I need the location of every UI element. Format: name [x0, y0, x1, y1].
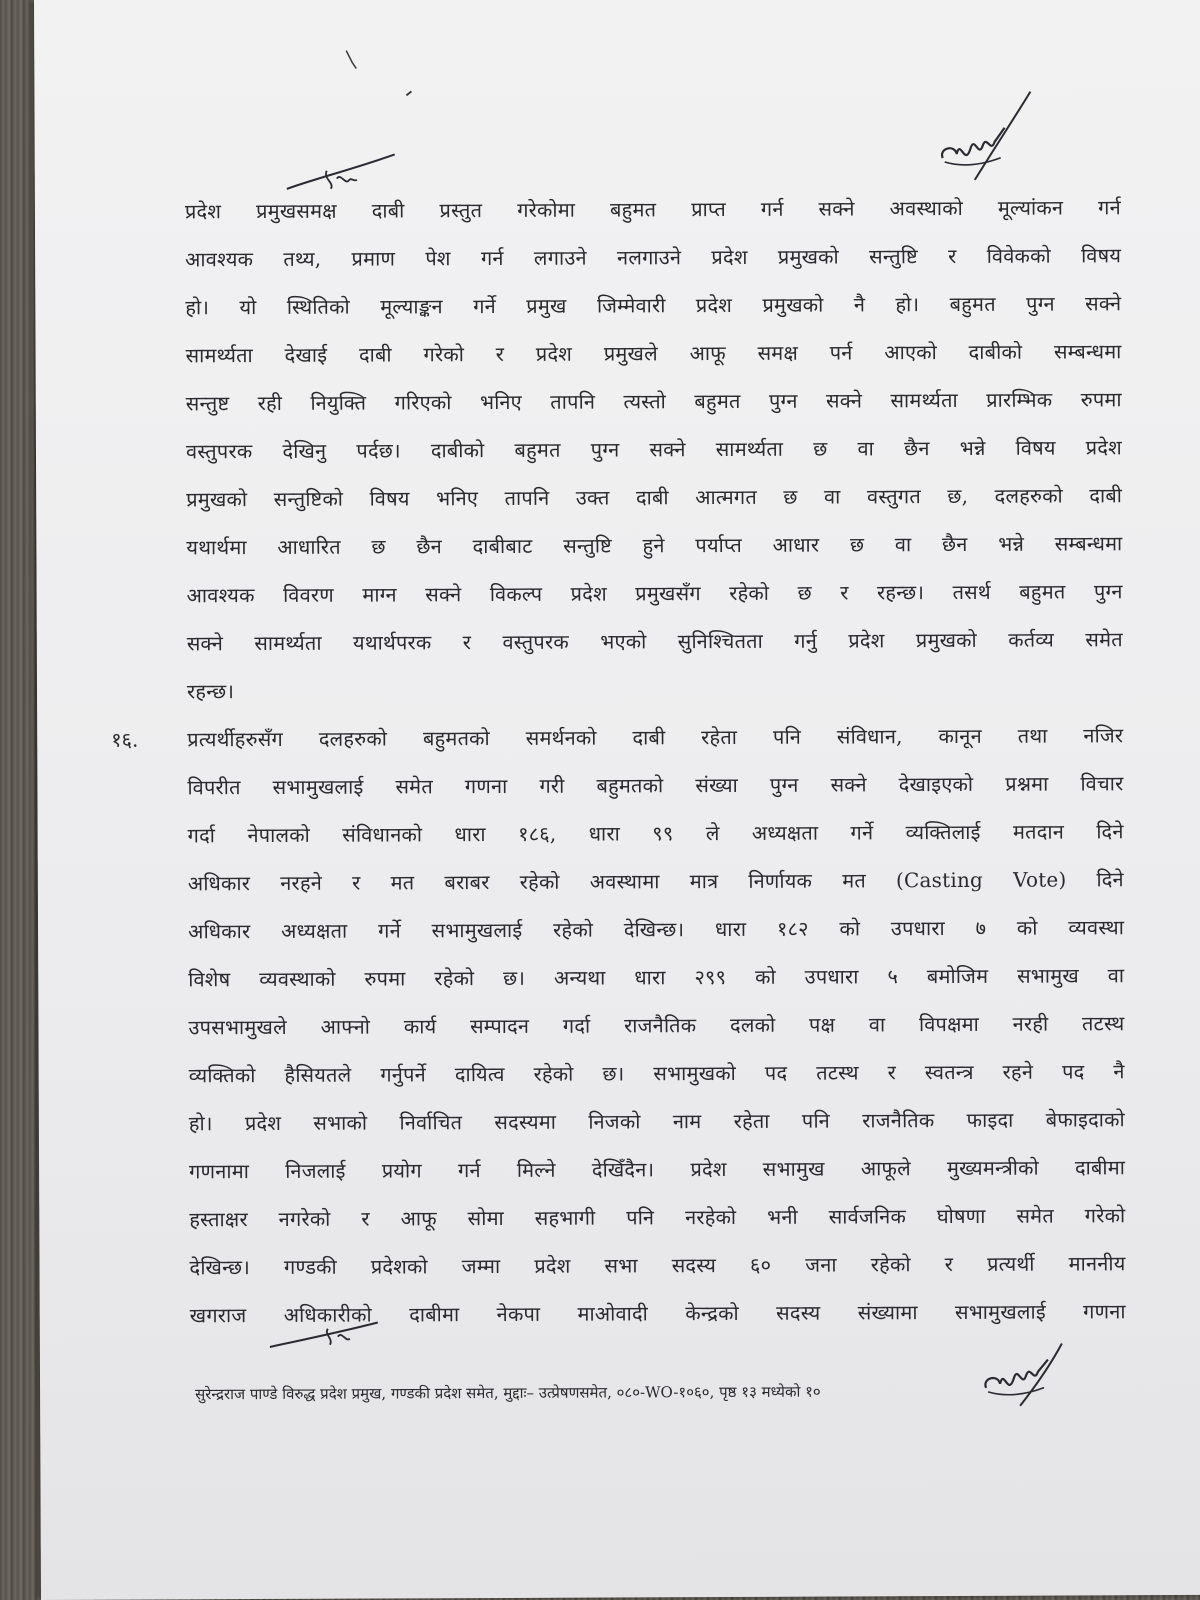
paragraph-1-line: सामर्थ्यता देखाई दाबी गरेको र प्रदेश प्रमुखले आफू समक्ष पर्न आएको दाबीको सम्बन्धमा	[185, 339, 1122, 368]
paragraph-2-line: अधिकार अध्यक्षता गर्ने सभामुखलाई रहेको देखिन्छ। धारा १८२ को उपधारा ७ को व्यवस्था	[188, 915, 1125, 944]
signature-top-right	[934, 88, 1044, 188]
paragraph-2-line: व्यक्तिको हैसियतले गर्नुपर्ने दायित्व रहेको छ। सभामुखको पद तटस्थ र स्वतन्त्र रहने पद नै	[188, 1059, 1125, 1088]
paragraph-1-line: आवश्यक तथ्य, प्रमाण पेश गर्न लगाउने नलगाउने प्रदेश प्रमुखको सन्तुष्टि र विवेकको विषय	[185, 243, 1122, 272]
paragraph-2-line: गणनामा निजलाई प्रयोग गर्न मिल्ने देखिँदैन। प्रदेश सभामुख आफूले मुख्यमन्त्रीको दाबीमा	[189, 1155, 1126, 1184]
paragraph-1-line: आवश्यक विवरण माग्न सक्ने विकल्प प्रदेश प्रमुखसँग रहेको छ र रहन्छ। तसर्थ बहुमत पुग्न	[186, 579, 1123, 608]
paragraph-2-line: खगराज अधिकारीको दाबीमा नेकपा माओवादी केन्द्रको सदस्य संख्यामा सभामुखलाई गणना	[189, 1299, 1126, 1328]
paragraph-1-line: प्रदेश प्रमुखसमक्ष दाबी प्रस्तुत गरेकोमा बहुमत प्राप्त गर्न सक्ने अवस्थाको मूल्यांकन गर्न	[184, 195, 1121, 224]
paragraph-1-line: यथार्थमा आधारित छ छैन दाबीबाट सन्तुष्टि हुने पर्याप्त आधार छ वा छैन भन्ने सम्बन्धमा	[186, 531, 1123, 560]
paragraph-2-line: देखिन्छ। गण्डकी प्रदेशको जम्मा प्रदेश सभा सदस्य ६० जना रहेको र प्रत्यर्थी माननीय	[189, 1251, 1126, 1280]
stray-dot	[404, 88, 414, 98]
paragraph-2-line: विशेष व्यवस्थाको रुपमा रहेको छ। अन्यथा धारा २९९ को उपधारा ५ बमोजिम सभामुख वा	[188, 963, 1125, 992]
initials-signature-top	[285, 148, 405, 199]
page-footer-reference: सुरेन्द्रराज पाण्डे विरुद्ध प्रदेश प्रमुख, गण्डकी प्रदेश समेत, मुद्दाः– उत्प्रेषणसमेत, ०८०-WO-१०६०, पृष्ठ १३ मध्येको १०	[195, 1382, 821, 1404]
document-page	[34, 0, 1200, 1600]
paragraph-2-line: हो। प्रदेश सभाको निर्वाचित सदस्यमा निजको नाम रहेता पनि राजनैतिक फाइदा बेफाइदाको	[188, 1107, 1125, 1136]
paragraph-1-line: हो। यो स्थितिको मूल्याङ्कन गर्ने प्रमुख जिम्मेवारी प्रदेश प्रमुखको नै हो। बहुमत पुग्न सक्ने	[185, 291, 1122, 320]
paragraph-1-line: प्रमुखको सन्तुष्टिको विषय भनिए तापनि उक्त दाबी आत्मगत छ वा वस्तुगत छ, दलहरुको दाबी	[186, 483, 1123, 512]
paragraph-1-line: वस्तुपरक देखिनु पर्दछ। दाबीको बहुमत पुग्न सक्ने सामर्थ्यता छ वा छैन भन्ने विषय प्रदेश	[185, 435, 1123, 464]
paragraph-2-line: प्रत्यर्थीहरुसँग दलहरुको बहुमतको समर्थनको दाबी रहेता पनि संविधान, कानून तथा नजिर	[187, 723, 1124, 752]
paragraph-number: १६.	[111, 727, 139, 752]
paragraph-2-line: हस्ताक्षर नगरेको र आफू सोमा सहभागी पनि नरहेको भनी सार्वजनिक घोषणा समेत गरेको	[189, 1203, 1126, 1232]
stray-mark	[344, 49, 358, 73]
paragraph-1-line: रहन्छ।	[186, 679, 235, 704]
paragraph-1-line: सक्ने सामर्थ्यता यथार्थपरक र वस्तुपरक भएको सुनिश्चितता गर्नु प्रदेश प्रमुखको कर्तव्य समेत	[186, 627, 1123, 656]
paragraph-2-line: उपसभामुखले आफ्नो कार्य सम्पादन गर्दा राजनैतिक दलको पक्ष वा विपक्षमा नरही तटस्थ	[188, 1011, 1125, 1040]
signature-bottom-right	[980, 1335, 1080, 1415]
paragraph-2-line: गर्दा नेपालको संविधानको धारा १८६, धारा ९९ ले अध्यक्षता गर्ने व्यक्तिलाई मतदान दिने	[187, 819, 1124, 848]
paragraph-2-line: अधिकार नरहने र मत बराबर रहेको अवस्थामा मात्र निर्णायक मत (Casting Vote) दिने	[187, 867, 1124, 896]
initials-signature-bottom	[268, 1316, 388, 1357]
paragraph-2-line: विपरीत सभामुखलाई समेत गणना गरी बहुमतको संख्या पुग्न सक्ने देखाइएको प्रश्नमा विचार	[187, 771, 1124, 800]
paragraph-1-line: सन्तुष्ट रही नियुक्ति गरिएको भनिए तापनि त्यस्तो बहुमत पुग्न सक्ने सामर्थ्यता प्रारम्भिक रुपमा	[185, 387, 1122, 416]
